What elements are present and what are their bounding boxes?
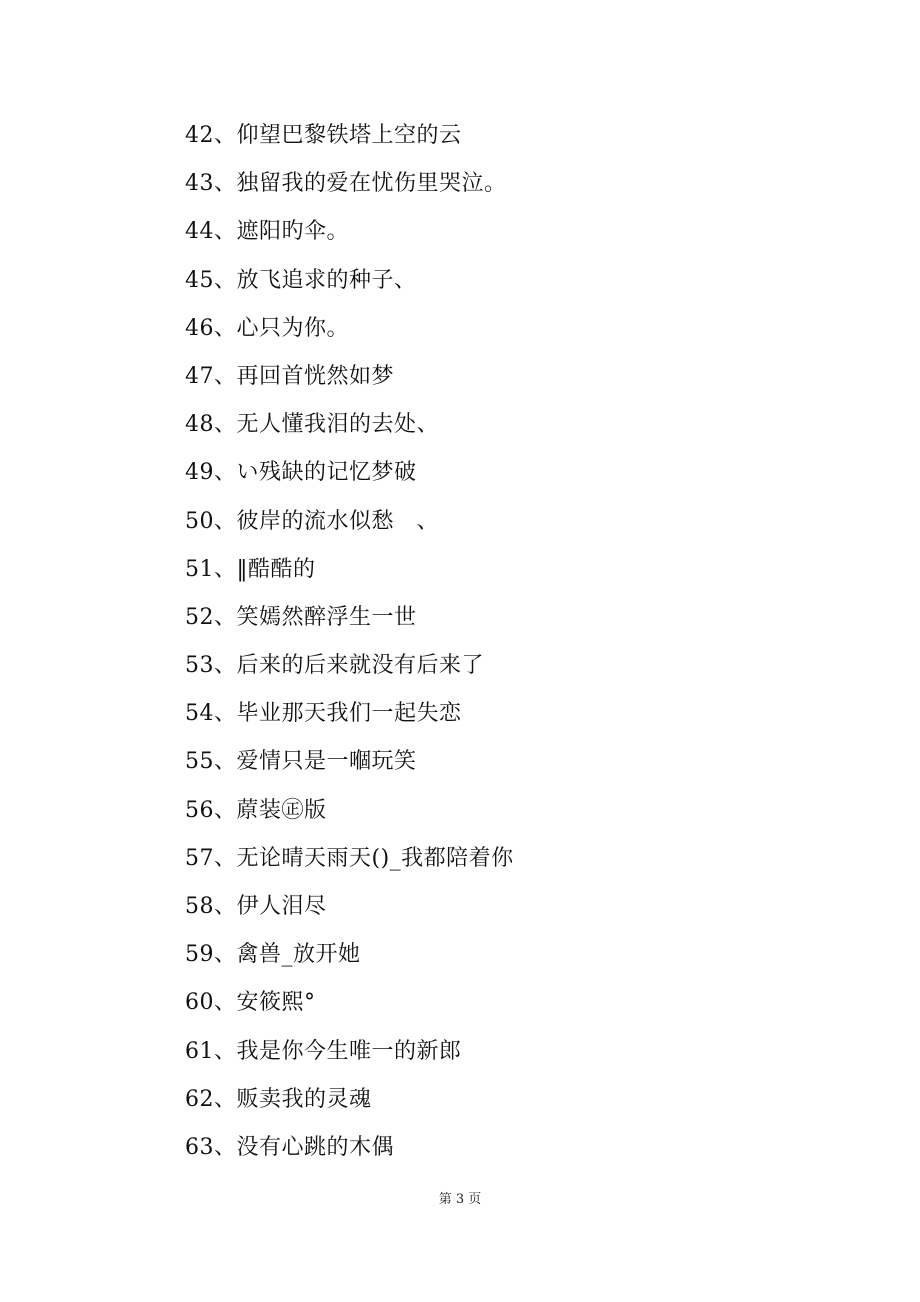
list-item: 52、笑嫣然醉浮生一世 [185, 604, 417, 630]
list-item: 60、安筱熙° [185, 990, 316, 1016]
list-item: 55、爱情只是一嗰玩笑 [185, 749, 417, 775]
list-item: 43、独留我的爱在忧伤里哭泣。 [185, 171, 507, 197]
list-item: 49、い残缺的记忆梦破 [185, 460, 417, 486]
list-item: 61、我是你今生唯一的新郎 [185, 1038, 462, 1064]
list-item: 58、伊人泪尽 [185, 894, 327, 919]
list-item: 62、贩卖我的灵魂 [185, 1086, 372, 1112]
list-item: 53、后来的后来就没有后来了 [185, 653, 484, 679]
page-number-footer: 第 3 页 [438, 1192, 482, 1207]
list-item: 51、‖酷酷的 [185, 556, 316, 582]
list-item: 56、蒝装㊣版 [185, 797, 327, 823]
list-item: 42、仰望巴黎铁塔上空的云 [185, 123, 462, 148]
list-item: 54、毕业那天我们一起失恋 [185, 701, 462, 727]
list-item: 44、遮阳旳伞。 [185, 219, 349, 245]
list-item: 50、彼岸的流水似愁 、 [185, 508, 439, 534]
list-item: 48、无人懂我泪的去处、 [185, 412, 439, 438]
list-item: 63、没有心跳的木偶 [185, 1134, 394, 1160]
list-item: 46、心只为你。 [185, 315, 349, 341]
nickname-list [185, 116, 514, 1176]
list-item: 45、放飞追求的种子、 [185, 267, 417, 293]
list-item: 57、无论晴天雨天()_我都陪着你 [185, 845, 514, 871]
list-item: 47、再回首恍然如梦 [185, 363, 394, 389]
list-item: 59、禽兽_放开她 [185, 942, 361, 968]
